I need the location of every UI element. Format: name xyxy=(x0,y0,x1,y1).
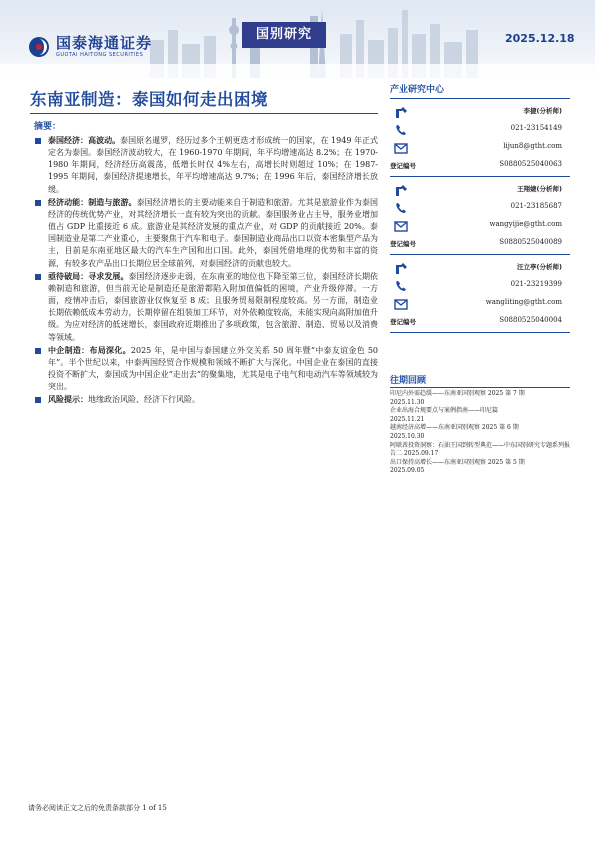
analyst-reg-row xyxy=(390,237,570,251)
past-report-link[interactable]: 越南经济高增——东南亚国别观察 2025 第 6 期 xyxy=(390,424,519,432)
bullet-text: 泰国原名暹罗，经历过多个王朝更迭才形成统一的国家，在 1949 年正式定名为泰国。泰国经济波动较大，在 1960-1970 年期间，年平均增速高达 8.2%；在 1970-1980 年期间，经济经历高震荡，低增长时仅 4%左右，高增长时则超过 10%；在 1987-1995 年期间，泰国经济提速增长，年平均增速高达 9.7%；在 1996 年后，泰国经济增长放缓。 xyxy=(48,136,379,194)
analyst-email[interactable]: lijun8@gtht.com xyxy=(503,142,562,150)
analyst-reg-row xyxy=(390,159,570,173)
analyst-card xyxy=(390,255,570,333)
abstract-bullet xyxy=(34,345,378,394)
bullet-text: 地缘政治风险、经济下行风险。 xyxy=(88,395,200,405)
analyst-phone: 021-23185687 xyxy=(510,202,562,210)
bullet-heading: 经济动能：制造与旅游。 xyxy=(48,197,137,207)
abstract-bullets xyxy=(34,135,378,407)
analyst-name: 李捷(分析师) xyxy=(523,107,562,115)
bullet-text: 泰国经济增长的主要动能来自于制造和旅游。尤其是旅游业作为泰国经济的传统优势产业，对其经济增长一直有较为突出的贡献。泰国服务业占主导，服务业增加值占 GDP 比重接近 6 成。旅游业是其经济发展的重点产业，对 GDP 的贡献接近 20%。泰国制造业是第二产业重心，主要聚焦于汽车和电子。泰国制造业商品出口以资本密集型产品为主，目前是东南亚地区最大的汽车生产国和出口国。此外，泰国凭借地理的优势和丰富的资源，有较多农产品出口长期位居全球前列，对泰国经济的贡献也较大。 xyxy=(48,197,379,268)
abstract-bullet xyxy=(34,197,378,270)
email-icon xyxy=(394,219,408,233)
abstract-bullet xyxy=(34,394,378,406)
analyst-card xyxy=(390,177,570,255)
user-icon xyxy=(394,105,408,119)
bullet-heading: 中企制造：布局深化。 xyxy=(48,345,131,355)
analyst-email-row xyxy=(390,219,570,233)
user-icon xyxy=(394,261,408,275)
bullet-text: 泰国经济逐步走弱，在东南亚的地位也下降至第三位，泰国经济长期依赖制造和旅游，但当前无论是制造还是旅游都陷入附加值偏低的困境，产业升级停滞。一方面，疫情冲击后，泰国旅游业仅恢复至 8 成；且服务贸易限制程度较高。另一方面，制造业长期依赖低成本劳动力，长期停留在组装加工环节，对外依赖度较高，未能实现向高附加值升级。为应对经济的低迷增长，泰国政府近期推出了多项政策，包含旅游、制造、贸易以及消费等领域。 xyxy=(48,271,378,342)
analyst-name-row xyxy=(390,105,570,119)
phone-icon xyxy=(394,201,408,215)
research-center-title: 产业研究中心 xyxy=(390,85,445,95)
past-reports-list xyxy=(390,390,570,476)
past-report-date: 2025.11.30 xyxy=(390,398,425,406)
past-report-date: 2025.11.21 xyxy=(390,415,425,423)
phone-icon xyxy=(394,123,408,137)
analyst-email[interactable]: wangyijie@gtht.com xyxy=(489,220,562,228)
analyst-reg-row xyxy=(390,315,570,329)
abstract-bullet xyxy=(34,271,378,344)
analyst-reg-number: S0880525040089 xyxy=(499,238,562,246)
bullet-text: 2025 年，是中国与泰国建立外交关系 50 周年暨“中泰友谊金色 50 年”。半个世纪以来，中泰两国经贸合作规模和领域不断扩大与深化。中国企业在泰国的直接投资不断扩大，泰国成为中国企业“走出去”的聚集地，尤其是电子电气和电动汽车等领域较为突出。 xyxy=(48,345,379,392)
report-header xyxy=(0,0,595,78)
logo-name-en: GUOTAI HAITONG SECURITIES xyxy=(56,52,144,58)
report-date: 2025.12.18 xyxy=(505,32,575,45)
analyst-name-row xyxy=(390,183,570,197)
title-divider xyxy=(30,113,378,114)
bullet-heading: 泰国经济：高波动。 xyxy=(48,136,121,145)
analyst-phone-row xyxy=(390,123,570,137)
analyst-email-row xyxy=(390,297,570,311)
bullet-heading: 风险提示： xyxy=(48,395,88,405)
company-logo xyxy=(28,35,152,58)
abstract-label: 摘要： xyxy=(34,122,62,132)
reg-label: 登记编号 xyxy=(390,240,416,248)
past-report-link[interactable]: 企业出海合规要点与案例指南——印尼篇 xyxy=(390,407,499,415)
past-report-link[interactable]: 出口保持高增长——东南亚国别观察 2025 第 5 期 xyxy=(390,458,525,466)
reg-label: 登记编号 xyxy=(390,162,416,170)
analyst-name: 王翔婕(分析师) xyxy=(517,185,562,193)
bullet-heading: 亟待破局：寻求发展。 xyxy=(48,271,129,281)
analyst-phone: 021-23219399 xyxy=(510,280,562,288)
past-report-date: 2025.10.30 xyxy=(390,432,425,440)
abstract-bullet xyxy=(34,135,378,196)
user-icon xyxy=(394,183,408,197)
past-reports-divider xyxy=(390,387,570,388)
reg-label: 登记编号 xyxy=(390,318,416,326)
report-category-tag: 国别研究 xyxy=(242,22,326,48)
analyst-card xyxy=(390,99,570,177)
logo-emblem-icon xyxy=(28,36,50,58)
past-report-link[interactable]: 印尼内外需趋缓——东南亚国别观察 2025 第 7 期 xyxy=(390,390,525,397)
analyst-phone-row xyxy=(390,201,570,215)
analyst-sidebar xyxy=(390,82,570,333)
analyst-phone-row xyxy=(390,279,570,293)
analyst-name-row xyxy=(390,261,570,275)
phone-icon xyxy=(394,279,408,293)
past-report-date: 2025.09.05 xyxy=(390,467,425,475)
past-reports-title: 往期回顾 xyxy=(390,376,427,386)
email-icon xyxy=(394,297,408,311)
analyst-reg-number: S0880525040004 xyxy=(499,316,562,324)
analyst-reg-number: S0880525040063 xyxy=(499,160,562,168)
analyst-phone: 021-23154149 xyxy=(510,124,562,132)
logo-name-cn: 国泰海通证券 xyxy=(56,34,153,52)
analyst-name: 汪立亭(分析师) xyxy=(517,263,562,271)
analyst-email-row xyxy=(390,141,570,155)
page-footer: 请务必阅读正文之后的免责条款部分 1 of 15 xyxy=(28,804,167,812)
report-title: 东南亚制造：泰国如何走出困境 xyxy=(30,90,268,109)
analyst-email[interactable]: wangliting@gtht.com xyxy=(485,298,562,306)
past-report-link[interactable]: 阿联酋投资洞察：石油王国到转型典范——中东国别研究专题系列报告二 2025.09.17 xyxy=(390,441,571,458)
email-icon xyxy=(394,141,408,155)
